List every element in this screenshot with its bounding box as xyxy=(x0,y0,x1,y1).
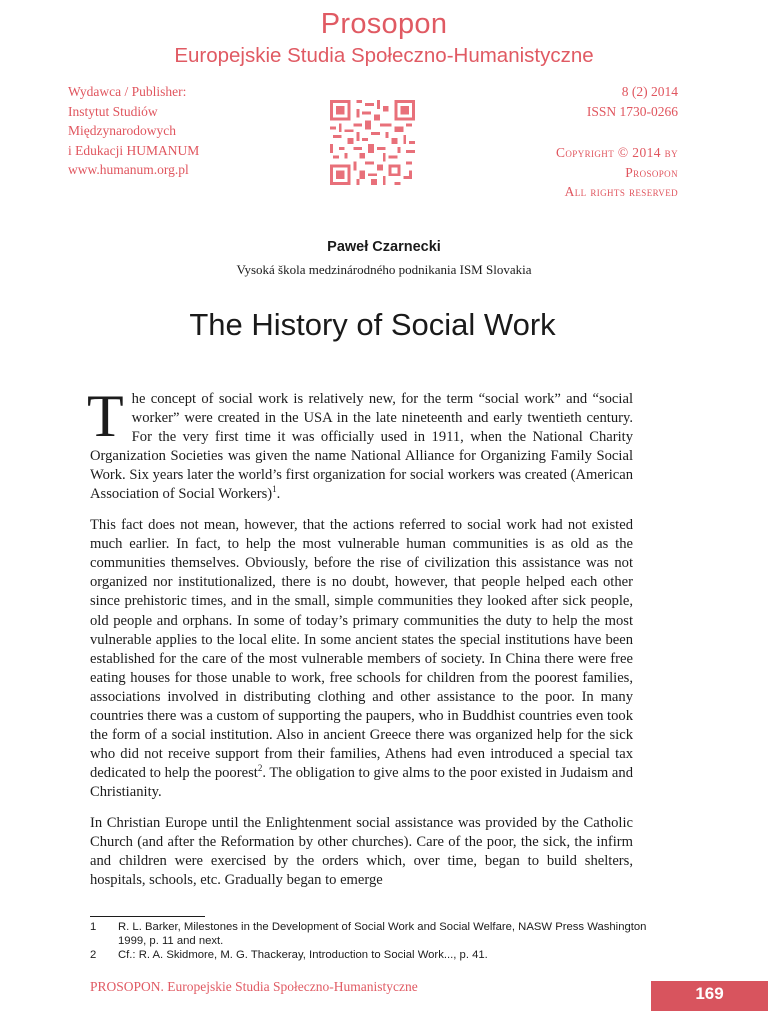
author-name: Paweł Czarnecki xyxy=(327,239,441,255)
issn: ISSN 1730-0266 xyxy=(586,103,678,119)
footnote-item xyxy=(90,948,650,962)
qr-code-icon xyxy=(329,100,416,185)
footnote-ref-1[interactable]: 1 xyxy=(272,484,277,495)
footnote-number: 1 xyxy=(90,921,97,933)
footnote-ref-2[interactable]: 2 xyxy=(257,763,263,774)
author-affiliation: Vysoká škola medzinárodného podnikania ISM Slovakia xyxy=(236,262,532,277)
paragraph-1-text: he concept of social work is relatively new, for the term “social work” and “social worker” were created in the USA in the late nineteenth and early twentieth century. For the very first time it was officially used in 1911, when the National Charity Organization Societies was given the name National Alliance for Organizing Family Social Work. Six years later the world’s first organization for social workers was created (American Association of Social Workers) xyxy=(90,391,633,503)
paragraph-2-text: This fact does not mean, however, that the actions referred to social work had not existed much earlier. In fact, to help the most vulnerable human communities is as old as the communities themselves. Obviously, before the rise of civilization this assistance was not organized nor institutionalized, there is no doubt, however, that people helped each other since prehistoric times, and in the small, simple communities they looked after sick people, old people and orphans. In some of today’s primary communities the duty to help the most vulnerable applies to the local elite. In some ancient states the special institutions have been established for the care of the most vulnerable members of society. In China there were free eating houses for those unable to work, free schools for children from the poorest families, associations involved in distributing clothing and other assistance to the poor. In many countries there was a custom of supporting the paupers, who in Buddhist countries even took the form of a social institution. Also in ancient Greece there was organized help for the sick who did not receive support from their families, Athens had even introduced a special tax dedicated to help the poorest xyxy=(90,517,633,781)
footnote-text: Cf.: R. A. Skidmore, M. G. Thackeray, Introduction to Social Work..., p. 41. xyxy=(118,949,488,962)
paragraph-2-end: . The obligation to give alms to the poor existed in Judaism and Christianity. xyxy=(90,764,633,800)
publisher-block xyxy=(68,82,199,180)
copyright-line-1: Copyright © 2014 by xyxy=(556,145,678,160)
copyright-block xyxy=(556,143,678,202)
journal-title: Prosopon xyxy=(320,8,448,40)
issue-block xyxy=(587,82,678,121)
footnote-number: 2 xyxy=(90,949,97,962)
paragraph-3: In Christian Europe until the Enlightenment social assistance was provided by the Catholic Church (and after the Reformation by other churches). Care of the poor, the sick, the infirm and children were exercised by the orders which, over time, began to build shelters, hospitals, schools, etc. Gradually began to emerge xyxy=(90,814,633,889)
publisher-name-line-3: i Edukacji HUMANUM xyxy=(68,142,200,158)
page-number: 169 xyxy=(651,981,768,1011)
publisher-label: Wydawca / Publisher: xyxy=(68,84,187,99)
journal-subtitle: Europejskie Studia Społeczno-Humanistyczne xyxy=(174,44,594,67)
paragraph-1-end: . xyxy=(276,486,281,503)
publisher-name-line-1: Instytut Studiów xyxy=(68,103,158,119)
paragraph-2 xyxy=(90,516,633,802)
drop-cap: T xyxy=(87,383,124,449)
footnote-item xyxy=(90,920,650,948)
copyright-line-3: All rights reserved xyxy=(564,184,678,199)
footnotes xyxy=(90,920,650,963)
copyright-line-2: Prosopon xyxy=(625,164,678,180)
paper-title: The History of Social Work xyxy=(189,307,556,342)
issue-number: 8 (2) 2014 xyxy=(621,84,678,99)
footnote-text: R. L. Barker, Milestones in the Development of Social Work and Social Welfare, NASW Press Washington 1999, p. 11 and next. xyxy=(118,921,647,948)
footnote-divider xyxy=(90,916,205,917)
paragraph-1 xyxy=(87,383,633,504)
article-body xyxy=(87,383,633,902)
publisher-name-line-2: Międzynarodowych xyxy=(68,123,176,138)
publisher-url[interactable]: www.humanum.org.pl xyxy=(68,162,189,177)
running-footer: PROSOPON. Europejskie Studia Społeczno-Humanistyczne xyxy=(90,979,418,994)
